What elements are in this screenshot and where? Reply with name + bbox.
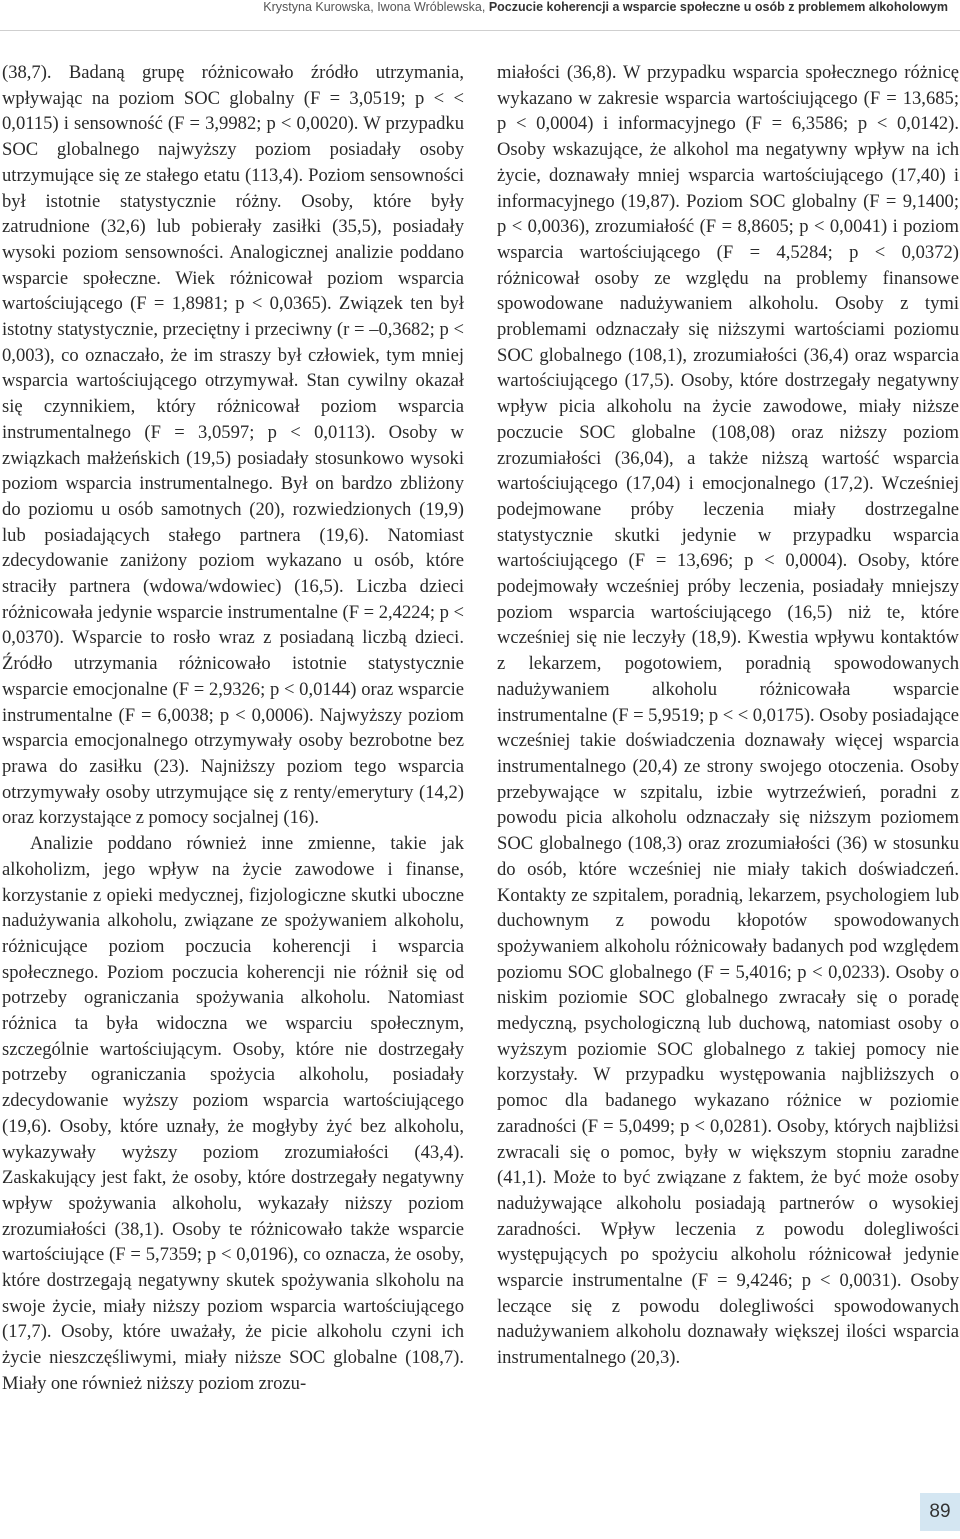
paragraph: Analizie poddano również inne zmienne, takie jak alkoholizm, jego wpływ na życie zawodowe i finanse, korzystanie z opieki medycznej, fizjologiczne skutki uboczne nadużywania alkoholu, związane ze spożywaniem alkoholu, różnicujące poziom poczucia koherencji i wsparcia społecznego. Poziom poczucia koherencji nie różnił się od potrzeby ograniczania spożywania alkoholu. Natomiast różnica ta była widoczna we wsparciu społecznym, szczególnie wartościującym. Osoby, które nie dostrzegały potrzeby ograniczania spożycia alkoholu, posiadały zdecydowanie wyższy poziom wsparcia wartościującego (19,6). Osoby, które uznały, że mogłyby żyć bez alkoholu, wykazywały wyższy poziom zrozumiałości (43,4). Zaskakujący jest fakt, że osoby, które dostrzegały negatywny wpływ spożywania alkoholu, wykazały niższy poziom zrozumiałości (38,1). Osoby te różnicowało także wsparcie wartościujące (F = 5,7359; p < 0,0196), co oznacza, że osoby, które dostrzegają negatywny skutek spożywania slkoholu na swoje życie, miały niższy poziom wsparcia wartościującego (17,7). Osoby, które uważały, że picie alkoholu czyni ich życie nieszczęśliwymi, miały niższe SOC globalne (108,7). Miały one również niższy poziom zrozu- xyxy=(2,833,464,1394)
right-column xyxy=(497,60,959,1371)
header-title: Poczucie koherencji a wsparcie społeczne u osób z problemem alkoholowym xyxy=(488,0,948,14)
running-header xyxy=(12,0,948,14)
header-authors: Krystyna Kurowska, Iwona Wróblewska, xyxy=(263,0,486,14)
paragraph: miałości (36,8). W przypadku wsparcia społecznego różnicę wykazano w zakresie wsparcia wartościującego (F = 13,685; p < 0,0004) i informacyjnego (F = 6,3586; p < 0,0142). Osoby wskazujące, że alkohol ma negatywny wpływ na ich życie, doznawały mniej wsparcia wartościującego (17,40) i informacyjnego (19,87). Poziom SOC globalny (F = 9,1400; p < 0,0036), zrozumiałość (F = 8,8605; p < 0,0041) i poziom wsparcia wartościującego (F = 4,5284; p < 0,0372) różnicował osoby ze względu na problemy finansowe spowodowane nadużywaniem alkoholu. Osoby z tymi problemami odznaczały się niższymi wartościami poziomu SOC globalnego (108,1), zrozumiałości (36,4) oraz wsparcia wartościującego (17,5). Osoby, które dostrzegały negatywny wpływ picia alkoholu na życie zawodowe, miały niższe poczucie SOC globalne (108,08) oraz niższy poziom zrozumiałości (36,04), a także niższą wartość wsparcia wartościującego (17,04) i emocjonalnego (17,2). Wcześniej podejmowane próby leczenia miały dostrzegalne statystycznie skutki jedynie w przypadku wsparcia wartościującego (F = 13,696; p < 0,0004). Osoby, które podejmowały wcześniej próby leczenia, posiadały mniejszy poziom wsparcia wartościującego (16,5) niż te, które wcześniej się nie leczyły (18,9). Kwestia wpływu kontaktów z lekarzem, pogotowiem, poradnią spowodowanych nadużywaniem alkoholu różnicowała wsparcie instrumentalne (F = 5,9519; p < < 0,0175). Osoby posiadające wcześniej takie doświadczenia doznawały więcej wsparcia instrumentalnego (20,4) ze strony swojego otoczenia. Osoby przebywające w szpitalu, izbie wytrzeźwień, poradni z powodu picia alkoholu odznaczały się niższym poziomem SOC globalnego (108,3) oraz zrozumiałości (36) w stosunku do osób, które wcześniej nie miały takich doświadczeń. Kontakty ze szpitalem, poradnią, lekarzem, psychologiem lub duchownym z powodu kłopotów spowodowanych spożywaniem alkoholu różnicowały badanych pod względem poziomu SOC globalnego (F = 5,4016; p < 0,0233). Osoby o niskim poziomie SOC globalnego zwracały się o poradę medyczną, psychologiczną lub duchową, natomiast osoby o wyższym poziomie SOC globalnego z takiej pomocy nie korzystały. W przypadku występowania najbliższych o pomoc dla badanego wykazano różnice w poziomie zaradności (F = 5,0499; p < 0,0281). Osoby, których najbliżsi zwracali się o pomoc, były w większym stopniu zaradne (41,1). Może to być związane z faktem, że być może osoby nadużywające alkoholu posiadają partnerów o wysokiej zaradności. Wpływ leczenia z powodu dolegliwości występujących po spożyciu alkoholu różnicował jedynie wsparcie instrumentalne (F = 9,4246; p < 0,0031). Osoby leczące się z powodu dolegliwości spowodowanych nadużywaniem alkoholu doznawały większej ilości wsparcia instrumentalnego (20,3). xyxy=(497,62,959,1369)
header-divider xyxy=(0,30,960,31)
page-number: 89 xyxy=(920,1493,960,1531)
left-column xyxy=(2,60,464,1397)
paragraph: (38,7). Badaną grupę różnicowało źródło utrzymania, wpływając na poziom SOC globalny (F = 3,0519; p < < 0,0115) i sensowność (F = 3,9982; p < 0,0020). W przypadku SOC globalnego najwyższy poziom posiadały osoby utrzymujące się ze stałego etatu (113,4). Poziom sensowności był istotnie statystycznie różny. Osoby, które były zatrudnione (32,6) lub pobierały zasiłki (35,5), posiadały wysoki poziom sensowności. Analogicznej analizie poddano wsparcie społeczne. Wiek różnicował poziom wsparcia wartościującego (F = 1,8981; p < 0,0365). Związek ten był istotny statystycznie, przeciętny i przeciwny (r = –0,3682; p < 0,003), co oznaczało, że im straszy był człowiek, tym mniej wsparcia wartościującego otrzymywał. Stan cywilny okazał się czynnikiem, który różnicował poziom wsparcia instrumentalnego (F = 3,0597; p < 0,0113). Osoby w związkach małżeńskich (19,5) posiadały stosunkowo wysoki poziom wsparcia instrumentalnego. Był on bardzo zbliżony do poziomu u osób samotnych (20), rozwiedzionych (19,9) lub posiadających stałego partnera (19,6). Natomiast zdecydowanie zaniżony poziom wykazano u osób, które straciły partnera (wdowa/wdowiec) (16,5). Liczba dzieci różnicowała jedynie wsparcie instrumentalne (F = 2,4224; p < 0,0370). Wsparcie to rosło wraz z posiadaną liczbą dzieci. Źródło utrzymania różnicowało istotnie statystycznie wsparcie emocjonalne (F = 2,9326; p < 0,0144) oraz wsparcie instrumentalne (F = 6,0038; p < 0,0006). Najwyższy poziom wsparcia emocjonalnego otrzymywały osoby bezrobotne bez prawa do zasiłku (23). Najniższy poziom tego wsparcia otrzymywały osoby utrzymujące się z renty/emerytury (14,2) oraz korzystające z pomocy socjalnej (16). xyxy=(2,62,464,829)
